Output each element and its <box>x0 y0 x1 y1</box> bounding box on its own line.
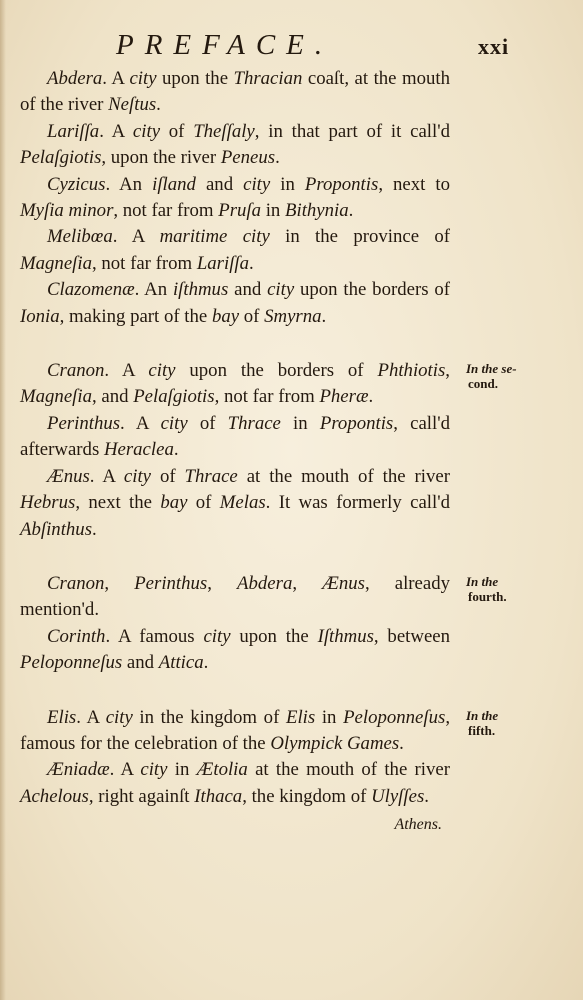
text-run: . <box>275 147 280 169</box>
italic-term: Hebrus <box>20 492 76 514</box>
italic-term: Elis <box>47 706 77 728</box>
italic-term: Pelaſgiotis <box>20 147 102 169</box>
text-run: , in that part of it call'd <box>254 120 450 142</box>
italic-term: Iſthmus <box>317 625 374 647</box>
text-run: , famous for the celebration of the <box>20 706 451 754</box>
italic-term: Magneſia <box>20 252 92 274</box>
text-run: . <box>156 94 161 116</box>
place-entry <box>20 571 450 624</box>
italic-term: Theſſaly <box>193 120 255 142</box>
text-run: upon the borders of <box>294 279 450 301</box>
italic-term: Perinthus <box>47 412 121 434</box>
text-run: , next to <box>378 173 451 195</box>
text-run: of <box>151 465 185 487</box>
preface-section <box>20 66 450 330</box>
margin-note <box>466 574 507 604</box>
italic-term: city <box>105 706 133 728</box>
text-run: in <box>261 200 285 222</box>
text-run: and <box>228 279 268 301</box>
text-run: , not far from <box>214 386 320 408</box>
place-entry <box>20 464 450 543</box>
italic-term: Magneſia <box>20 386 92 408</box>
italic-term: Melas <box>219 492 266 514</box>
place-entry <box>20 624 450 677</box>
text-run: upon the borders of <box>175 360 378 382</box>
italic-term: Ulyſſes <box>371 785 425 807</box>
text-run: , <box>104 572 135 594</box>
text-run: of <box>187 492 220 514</box>
text-run: in <box>270 173 305 195</box>
italic-term: Elis <box>285 706 316 728</box>
italic-term: city <box>140 759 168 781</box>
italic-term: Corinth <box>47 625 106 647</box>
italic-term: maritime city <box>159 226 270 248</box>
text-run: and <box>195 173 244 195</box>
italic-term: Æniadæ <box>47 759 110 781</box>
text-run: , not far from <box>91 252 197 274</box>
italic-term: Neſtus <box>108 94 157 116</box>
italic-term: Peloponneſus <box>20 652 123 674</box>
italic-term: Lariſſa <box>47 120 100 142</box>
italic-term: bay <box>160 492 188 514</box>
text-run: upon the <box>156 68 234 89</box>
italic-term: Pheræ <box>319 386 369 408</box>
text-run: coaſt, at the mouth of the river <box>20 68 451 116</box>
text-run: . A <box>102 68 130 89</box>
italic-term: Bithynia <box>285 200 349 222</box>
text-run: . A <box>112 226 160 248</box>
italic-term: city <box>132 120 161 142</box>
italic-term: Ænus <box>322 572 365 594</box>
text-run: at the mouth of the river <box>237 465 450 487</box>
italic-term: Abſinthus <box>20 518 92 540</box>
italic-term: Ithaca <box>194 785 243 807</box>
italic-term: Thrace <box>184 465 238 487</box>
text-run: of <box>239 305 265 327</box>
text-run: , right againſt <box>88 785 195 807</box>
italic-term: Ionia <box>20 305 60 327</box>
italic-term: Abdera <box>237 572 293 594</box>
italic-term: Pruſa <box>218 200 261 222</box>
italic-term: Cranon <box>47 572 105 594</box>
margin-note-ordinal: fourth. <box>468 589 507 604</box>
preface-section <box>20 705 450 811</box>
text-run: , <box>207 572 238 594</box>
italic-term: city <box>243 173 271 195</box>
italic-term: Perinthus <box>134 572 208 594</box>
italic-term: Olympick Games <box>270 732 400 754</box>
preface-section <box>20 571 450 677</box>
text-run: in the province of <box>269 226 450 248</box>
italic-term: city <box>123 465 151 487</box>
italic-term: Propontis <box>304 173 379 195</box>
italic-term: Cranon <box>47 360 105 382</box>
text-block <box>20 66 450 839</box>
italic-term: Myſia minor <box>20 200 114 222</box>
italic-term: bay <box>211 305 240 327</box>
place-entry <box>20 358 450 411</box>
italic-term: city <box>148 360 176 382</box>
place-entry <box>20 172 450 225</box>
text-run: in <box>167 759 197 781</box>
italic-term: Ætolia <box>196 759 248 781</box>
text-run: , between <box>373 625 451 647</box>
text-run: . A <box>89 465 124 487</box>
italic-term: iſthmus <box>172 279 229 301</box>
text-run: . <box>92 518 97 540</box>
text-run: . A <box>104 360 149 382</box>
italic-term: city <box>267 279 295 301</box>
text-run: . <box>203 652 209 674</box>
italic-term: Phthiotis <box>377 360 446 382</box>
text-run: , call'd afterwards <box>20 412 450 461</box>
text-run: . It was formerly call'd <box>265 492 450 514</box>
text-run: . <box>173 439 179 461</box>
running-head: PREFACE. <box>116 29 334 61</box>
text-run: , and <box>91 386 134 408</box>
italic-term: city <box>160 412 188 434</box>
text-run: . An <box>134 279 173 301</box>
margin-note <box>466 708 498 738</box>
margin-note-label: In the se- <box>466 361 517 376</box>
italic-term: Melibœa <box>47 226 113 248</box>
italic-term: Peneus <box>220 147 276 169</box>
catchword: Athens. <box>394 816 442 834</box>
margin-note-label: In the <box>466 574 499 589</box>
preface-section <box>20 358 450 543</box>
italic-term: city <box>129 68 157 89</box>
italic-term: Lariſſa <box>196 252 250 274</box>
text-run: , <box>445 360 450 382</box>
text-run: , the kingdom of <box>242 785 372 807</box>
page-gutter-shadow <box>0 0 6 1000</box>
italic-term: Pelaſgiotis <box>133 386 215 408</box>
place-entry <box>20 277 450 330</box>
text-run: in <box>315 706 344 728</box>
margin-note <box>466 361 517 391</box>
text-run: , already mention'd. <box>20 572 450 621</box>
text-run: . A <box>109 759 141 781</box>
place-entry <box>20 224 450 277</box>
italic-term: Clazomenæ <box>47 279 135 301</box>
italic-term: Heraclea <box>103 439 174 461</box>
text-run: . <box>399 732 404 754</box>
text-run: . A <box>99 120 133 142</box>
place-entry <box>20 705 450 758</box>
italic-term: Propontis <box>319 412 394 434</box>
italic-term: Ænus <box>47 465 90 487</box>
text-run: . A <box>76 706 106 728</box>
text-run: , making part of the <box>59 305 212 327</box>
text-run: of <box>160 120 194 142</box>
italic-term: Peloponneſus <box>343 706 446 728</box>
text-run: . An <box>105 173 153 195</box>
place-entry <box>20 411 450 464</box>
italic-term: iſland <box>152 173 196 195</box>
place-entry <box>20 66 450 119</box>
text-run: . <box>424 785 429 807</box>
text-run: in the kingdom of <box>132 706 286 728</box>
text-run: . <box>368 386 374 408</box>
text-run: and <box>122 652 159 674</box>
text-run: , <box>292 572 323 594</box>
text-run: at the mouth of the river <box>247 759 451 781</box>
text-run: upon the <box>230 625 318 647</box>
text-run: , not far from <box>113 200 219 222</box>
margin-note-label: In the <box>466 708 499 723</box>
text-run: . <box>249 252 254 274</box>
text-run: . A <box>120 412 161 434</box>
text-run: . A famous <box>105 625 204 647</box>
text-run: , next the <box>75 492 161 514</box>
page-number: xxi <box>478 34 510 59</box>
place-entry <box>20 757 450 810</box>
text-run: in <box>280 412 320 434</box>
italic-term: Thracian <box>233 68 303 89</box>
italic-term: Cyzicus <box>47 173 106 195</box>
italic-term: Smyrna <box>264 305 322 327</box>
text-run: , upon the river <box>101 147 221 169</box>
text-run: . <box>321 305 327 327</box>
italic-term: Attica <box>158 652 204 674</box>
italic-term: Abdera <box>47 68 103 89</box>
place-entry <box>20 119 450 172</box>
text-run: . <box>348 200 354 222</box>
italic-term: Achelous <box>20 785 89 807</box>
margin-note-ordinal: cond. <box>468 376 498 391</box>
text-run: of <box>187 412 228 434</box>
margin-note-ordinal: fifth. <box>468 723 496 738</box>
italic-term: Thrace <box>227 412 281 434</box>
italic-term: city <box>203 625 231 647</box>
